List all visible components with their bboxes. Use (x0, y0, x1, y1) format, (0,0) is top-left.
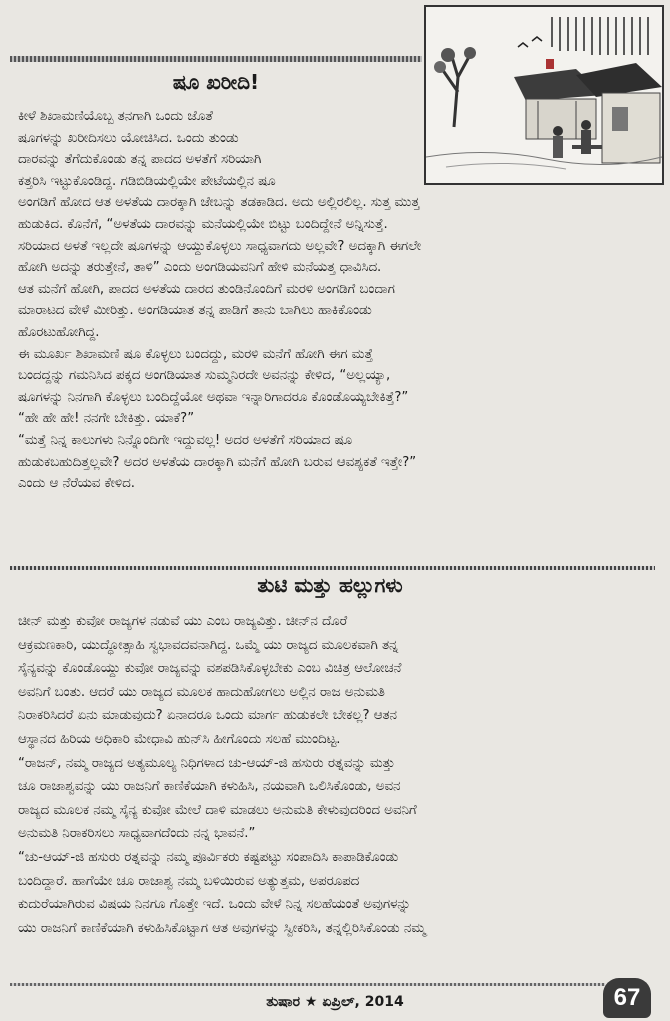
story2-line: ಚೀನ್ ಮತ್ತು ಕುವೋ ರಾಜ್ಯಗಳ ನಡುವೆ ಯು ಎಂಬ ರಾಜ್ಯವಿತ್ತು. ಚೀನ್‌ನ ದೊರೆ (18, 614, 348, 629)
story2-line: ಅವನಿಗೆ ಬಂತು. ಆದರೆ ಯು ರಾಜ್ಯದ ಮೂಲಕ ಹಾದುಹೋಗಲು ಅಲ್ಲಿನ ರಾಜ ಅನುಮತಿ (18, 684, 385, 700)
story1-line: ಮಾರಾಟದ ವೇಳೆ ಮೀರಿತ್ತು. ಅಂಗಡಿಯಾತ ತನ್ನ ಪಾಡಿಗೆ ತಾನು ಬಾಗಿಲು ಹಾಕಿಕೊಂಡು (18, 303, 372, 319)
story1-line: ಹೋಗಿ ಅದನ್ನು ತರುತ್ತೇನೆ, ತಾಳಿ” ಎಂದು ಅಂಗಡಿಯವನಿಗೆ ಹೇಳಿ ಮನೆಯತ್ತ ಧಾವಿಸಿದ. (18, 260, 382, 276)
story1-line: ದಾರವನ್ನು ತೆಗೆದುಕೊಂಡು ತನ್ನ ಪಾದದ ಅಳತೆಗೆ ಸರಿಯಾಗಿ (18, 152, 262, 168)
story1-line: ಕತ್ತರಿಸಿ ಇಟ್ಟುಕೊಂಡಿದ್ದ. ಗಡಿಬಿಡಿಯಲ್ಲಿಯೇ ಪೇಟೆಯಲ್ಲಿನ ಷೂ (18, 173, 276, 189)
story1-title: ಷೂ ಖರೀದಿ! (172, 70, 260, 94)
story2-line: ರಾಜ್ಯದ ಮೂಲಕ ನಮ್ಮ ಸೈನ್ಯ ಕುವೋ ಮೇಲೆ ದಾಳಿ ಮಾಡಲು ಅನುಮತಿ ಕೇಳುವುದರಿಂದ ಅವನಿಗೆ (18, 802, 417, 818)
story2-line: ಚೂ ರಾಜಾಶ್ವವನ್ನು ಯು ರಾಜನಿಗೆ ಕಾಣಿಕೆಯಾಗಿ ಕಳುಹಿಸಿ, ನಯವಾಗಿ ಒಲಿಸಿಕೊಂಡು, ಅವನ (18, 779, 401, 795)
story2-line: ಸೈನ್ಯವನ್ನು ಕೊಂಡೊಯ್ದು ಕುವೋ ರಾಜ್ಯವನ್ನು ವಶಪಡಿಸಿಕೊಳ್ಳಬೇಕು ಎಂಬ ವಿಚಿತ್ರ ಆಲೋಚನೆ (18, 661, 402, 677)
illustration (424, 5, 664, 185)
footer-text: ತುಷಾರ ★ ಏಪ್ರಿಲ್, 2014 (266, 994, 404, 1010)
top-divider (10, 56, 422, 62)
story1-line: ಅಂಗಡಿಗೆ ಹೋದ ಆತ ಅಳತೆಯ ದಾರಕ್ಕಾಗಿ ಜೇಬನ್ನು ತಡಕಾಡಿದ. ಅದು ಅಲ್ಲಿರಲಿಲ್ಲ. ಸುತ್ತ ಮುತ್ತ (18, 195, 420, 211)
village-scene-illustration (426, 7, 662, 183)
story1-line: ಕೀಳೆ ಶಿಖಾಮಣಿಯೊಬ್ಬ ತನಗಾಗಿ ಒಂದು ಜೊತೆ (18, 109, 213, 124)
story2-line: “ಚು-ಆಯ್-ಜಿ ಹಸುರು ರತ್ನವನ್ನು ನಮ್ಮ ಪೂರ್ವಿಕರು ಕಷ್ಟಪಟ್ಟು ಸಂಪಾದಿಸಿ ಕಾಪಾಡಿಕೊಂಡು (18, 850, 399, 865)
story-divider (10, 566, 655, 570)
story1-line: ಈ ಮೂರ್ಖ ಶಿಖಾಮಣಿ ಷೂ ಕೊಳ್ಳಲು ಬಂದದ್ದು, ಮರಳಿ ಮನೆಗೆ ಹೋಗಿ ಈಗ ಮತ್ತೆ (18, 346, 374, 362)
footer-divider (10, 983, 605, 986)
story1-line: ಎಂದು ಆ ನೆರೆಯವ ಕೇಳಿದ. (18, 476, 135, 492)
story2-line: ಅನುಮತಿ ನಿರಾಕರಿಸಲು ಸಾಧ್ಯವಾಗದೆಂದು ನನ್ನ ಭಾವನೆ.” (18, 826, 256, 842)
story1-line: ಬಂದದ್ದನ್ನು ಗಮನಿಸಿದ ಪಕ್ಕದ ಅಂಗಡಿಯಾತ ಸುಮ್ಮನಿರದೇ ಅವನನ್ನು ಕೇಳಿದ, “ಅಲ್ಲಯ್ಯಾ, (18, 368, 391, 384)
story1-line: ಹುಡುಕಬಹುದಿತ್ತಲ್ಲವೇ? ಅದರ ಅಳತೆಯ ದಾರಕ್ಕಾಗಿ ಮನೆಗೆ ಹೋಗಿ ಬರುವ ಆವಶ್ಯಕತೆ ಇತ್ತೇ?” (18, 454, 417, 470)
story1-line: ಷೂಗಳನ್ನು ಖರೀದಿಸಲು ಯೋಚಿಸಿದ. ಒಂದು ತುಂಡು (18, 130, 239, 146)
story1-line: “ಹೇ ಹೇ ಹೇ! ನನಗೇ ಬೇಕಿತ್ತು. ಯಾಕೆ?” (18, 411, 195, 427)
story2-line: ನಿರಾಕರಿಸಿದರೆ ಏನು ಮಾಡುವುದು? ಏನಾದರೂ ಒಂದು ಮಾರ್ಗ ಹುಡುಕಲೇ ಬೇಕಲ್ಲ? ಆತನ (18, 708, 397, 724)
story1-line: “ಮತ್ತೆ ನಿನ್ನ ಕಾಲುಗಳು ನಿನ್ನೊಂದಿಗೇ ಇದ್ದುವಲ್ಲ! ಅದರ ಅಳತೆಗೆ ಸರಿಯಾದ ಷೂ (18, 433, 352, 448)
story1-line: ಸರಿಯಾದ ಅಳತೆ ಇಲ್ಲದೇ ಷೂಗಳನ್ನು ಆಯ್ದುಕೊಳ್ಳಲು ಸಾಧ್ಯವಾಗದು ಅಲ್ಲವೇ? ಅದಕ್ಕಾಗಿ ಈಗಲೇ (18, 238, 422, 254)
story2-line: ಆಕ್ರಮಣಕಾರಿ, ಯುದ್ಧೋತ್ಸಾಹಿ ಸ್ವಭಾವದವನಾಗಿದ್ದ. ಒಮ್ಮೆ ಯು ರಾಜ್ಯದ ಮೂಲಕವಾಗಿ ತನ್ನ (18, 637, 399, 653)
story1-line: ಆತ ಮನೆಗೆ ಹೋಗಿ, ಪಾದದ ಅಳತೆಯ ದಾರದ ತುಂಡಿನೊಂದಿಗೆ ಮರಳಿ ಅಂಗಡಿಗೆ ಬಂದಾಗ (18, 281, 395, 297)
story2-line: ಯು ರಾಜನಿಗೆ ಕಾಣಿಕೆಯಾಗಿ ಕಳುಹಿಸಿಕೊಟ್ಟಾಗ ಆತ ಅವುಗಳನ್ನು ಸ್ವೀಕರಿಸಿ, ತನ್ನಲ್ಲಿರಿಸಿಕೊಂಡು ನಮ್ಮ (18, 920, 426, 936)
story1-line: ಹೊರಟುಹೋಗಿದ್ದ. (18, 325, 100, 340)
story1-line: ಷೂಗಳನ್ನು ನಿನಗಾಗಿ ಕೊಳ್ಳಲು ಬಂದಿದ್ದೆಯೋ ಅಥವಾ ಇನ್ನಾರಿಗಾದರೂ ಕೊಂಡೊಯ್ಯಬೇಕಿತ್ತೆ?” (18, 389, 409, 405)
story2-line: ಕುದುರೆಯಾಗಿರುವ ವಿಷಯ ನಿನಗೂ ಗೊತ್ತೇ ಇದೆ. ಒಂದು ವೇಳೆ ನಿನ್ನ ಸಲಹೆಯಂತೆ ಅವುಗಳನ್ನು (18, 897, 411, 913)
story2-title: ತುಟಿ ಮತ್ತು ಹಲ್ಲುಗಳು (257, 573, 403, 597)
story2-line: ಆಸ್ಥಾನದ ಹಿರಿಯ ಅಧಿಕಾರಿ ಮೇಧಾವಿ ಹುನ್‌ಸಿ ಹೀಗೊಂದು ಸಲಹೆ ಮುಂದಿಟ್ಟ. (18, 732, 341, 747)
page-number: 67 (603, 978, 651, 1018)
story2-line: “ರಾಜನ್, ನಮ್ಮ ರಾಜ್ಯದ ಅತ್ಯಮೂಲ್ಯ ನಿಧಿಗಳಾದ ಚು-ಆಯ್-ಜಿ ಹಸುರು ರತ್ನವನ್ನು ಮತ್ತು (18, 755, 395, 771)
story1-line: ಹುಡುಕಿದ. ಕೊನೆಗೆ, “ಅಳತೆಯ ದಾರವನ್ನು ಮನೆಯಲ್ಲಿಯೇ ಬಿಟ್ಟು ಬಂದಿದ್ದೇನೆ ಅನ್ನಿಸುತ್ತೆ. (18, 217, 388, 232)
story2-line: ಬಂದಿದ್ದಾರೆ. ಹಾಗೆಯೇ ಚೂ ರಾಜಾಶ್ವ ನಮ್ಮ ಬಳಿಯಿರುವ ಅತ್ಯುತ್ತಮ, ಅಪರೂಪದ (18, 873, 360, 889)
